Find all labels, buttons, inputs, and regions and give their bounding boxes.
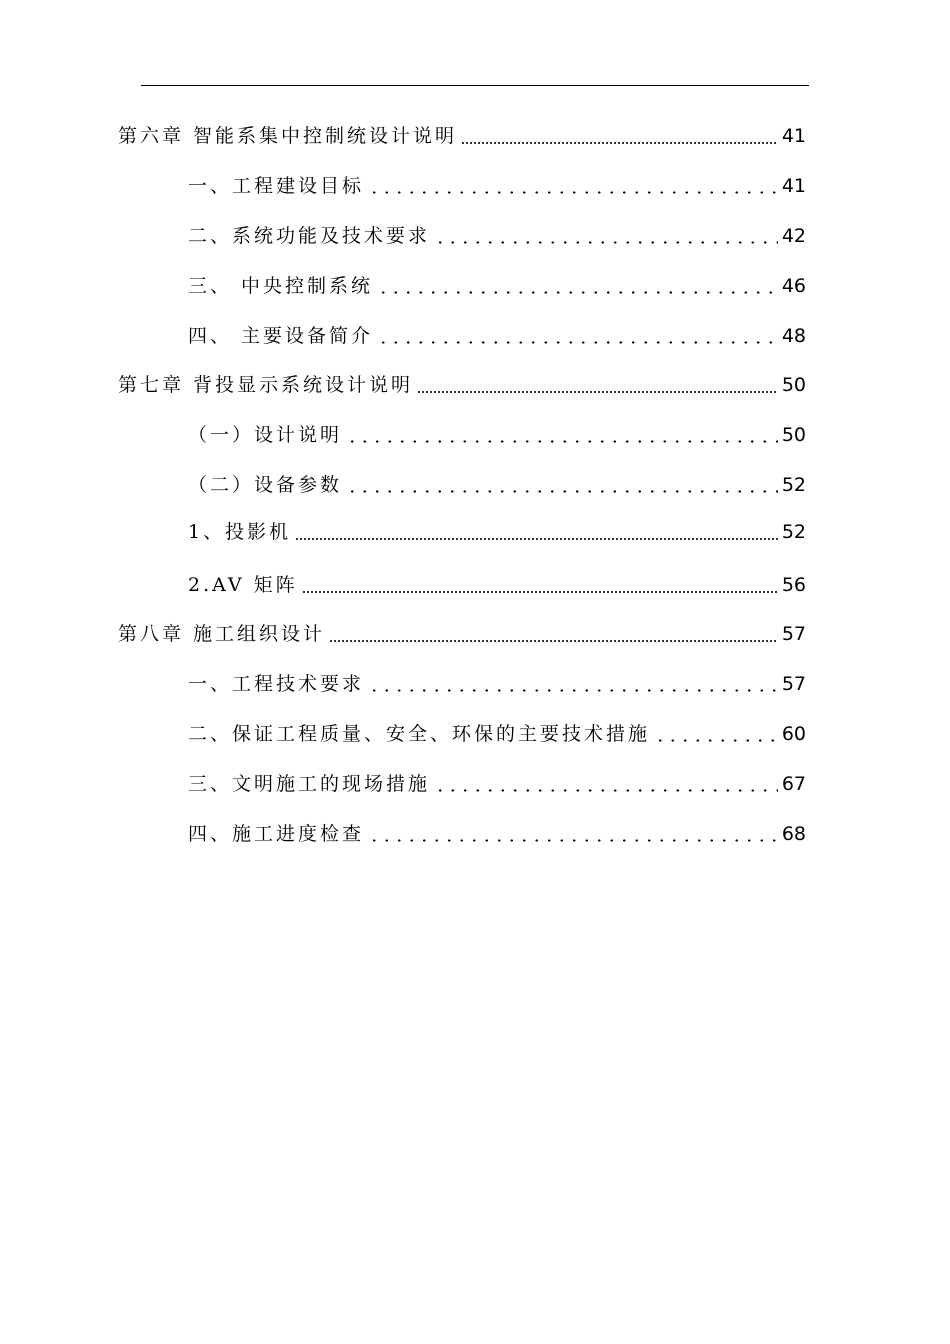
toc-leader — [302, 579, 778, 593]
toc-leader — [368, 828, 778, 842]
toc-leader — [368, 180, 778, 194]
toc-entry-label: （一）设计说明 — [188, 424, 343, 446]
toc-entry-8-2[interactable] — [188, 716, 806, 746]
toc-leader — [368, 678, 778, 692]
toc-entry-label: 四、 主要设备简介 — [188, 325, 374, 347]
toc-entry-label: 1、投影机 — [188, 521, 292, 543]
toc-page-number: 48 — [781, 325, 806, 347]
toc-entry-label: 一、工程建设目标 — [188, 175, 365, 197]
toc-entry-label: 三、文明施工的现场措施 — [188, 773, 431, 795]
toc-entry-8-4[interactable] — [188, 816, 806, 846]
toc-entry-label: 二、系统功能及技术要求 — [188, 225, 431, 247]
toc-entry-label: 一、工程技术要求 — [188, 673, 365, 695]
toc-entry-7-2-2[interactable] — [188, 567, 806, 597]
toc-entry-6-3[interactable] — [188, 268, 806, 298]
toc-page-number: 60 — [781, 723, 806, 745]
toc-leader — [377, 330, 778, 344]
toc-entry-7-2[interactable] — [188, 467, 806, 497]
toc-entry-6-1[interactable] — [188, 168, 806, 198]
toc-entry-chapter-6[interactable] — [118, 118, 806, 148]
toc-page-number: 42 — [781, 225, 806, 247]
toc-entry-label: 第八章 施工组织设计 — [118, 623, 326, 645]
toc-entry-7-2-1[interactable] — [188, 514, 806, 544]
toc-page-number: 41 — [781, 125, 806, 147]
toc-page-number: 50 — [781, 374, 806, 396]
toc-page-number: 46 — [781, 275, 806, 297]
toc-entry-label: （二）设备参数 — [188, 474, 343, 496]
toc-entry-label: 三、 中央控制系统 — [188, 275, 374, 297]
toc-leader — [377, 280, 778, 294]
toc-page-number: 67 — [781, 773, 806, 795]
toc-leader — [434, 778, 778, 792]
toc-entry-label: 第六章 智能系集中控制统设计说明 — [118, 125, 458, 147]
toc-leader — [346, 479, 778, 493]
toc-entry-8-3[interactable] — [188, 766, 806, 796]
toc-entry-chapter-8[interactable] — [118, 616, 806, 646]
toc-page-number: 68 — [781, 823, 806, 845]
toc-page-number: 57 — [781, 673, 806, 695]
toc-entry-label: 第七章 背投显示系统设计说明 — [118, 374, 414, 396]
toc-entry-label: 四、施工进度检查 — [188, 823, 365, 845]
toc-page-number: 41 — [781, 175, 806, 197]
toc-entry-7-1[interactable] — [188, 417, 806, 447]
toc-page-number: 57 — [781, 623, 806, 645]
toc-page-number: 52 — [781, 474, 806, 496]
toc-leader — [346, 429, 778, 443]
toc-leader — [654, 728, 778, 742]
toc-page-number: 56 — [781, 574, 806, 596]
toc-entry-6-2[interactable] — [188, 218, 806, 248]
toc-page-number: 52 — [781, 521, 806, 543]
toc-leader — [417, 379, 778, 393]
toc-entry-6-4[interactable] — [188, 318, 806, 348]
toc-entry-8-1[interactable] — [188, 666, 806, 696]
toc-leader — [329, 628, 778, 642]
toc-leader — [434, 230, 778, 244]
toc-leader — [295, 526, 778, 540]
toc-leader — [461, 130, 778, 144]
toc-entry-label: 2.AV 矩阵 — [188, 574, 298, 596]
toc-page-number: 50 — [781, 424, 806, 446]
toc-entry-chapter-7[interactable] — [118, 367, 806, 397]
toc-entry-label: 二、保证工程质量、安全、环保的主要技术措施 — [188, 723, 651, 745]
